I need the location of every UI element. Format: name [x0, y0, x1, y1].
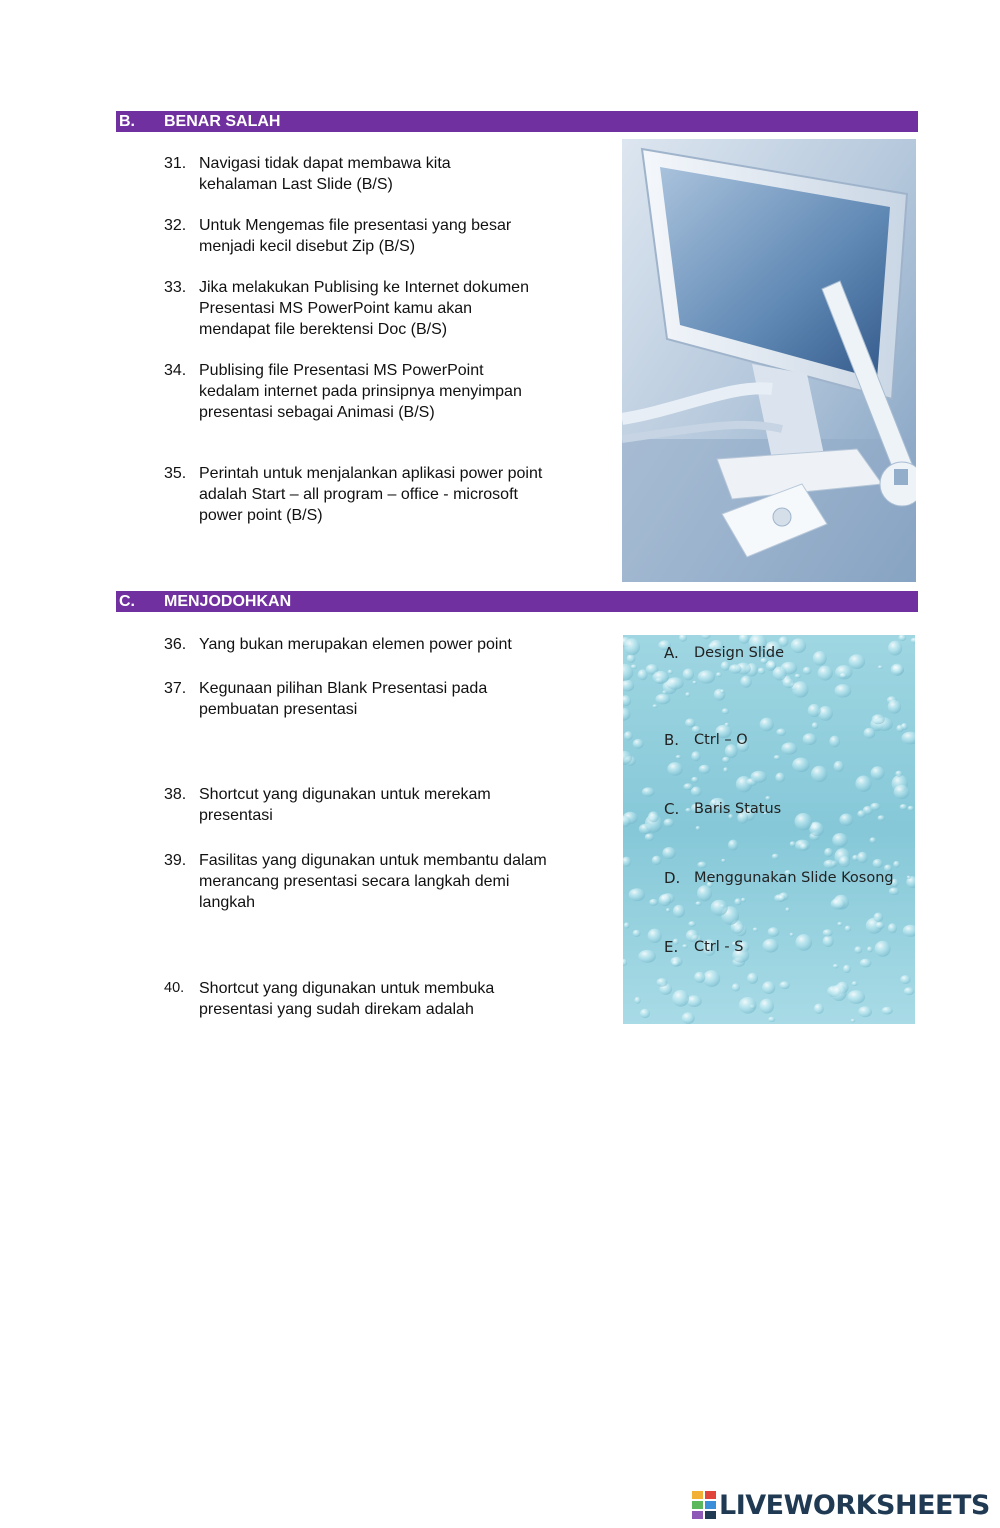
- option-text: Ctrl – O: [694, 732, 748, 748]
- question-31: [164, 153, 564, 195]
- question-number: 34.: [164, 362, 187, 379]
- question-number: 40.: [164, 980, 185, 996]
- question-32: [164, 215, 564, 257]
- option-a: [664, 643, 784, 663]
- option-d: [664, 868, 894, 888]
- brand-name: LIVEWORKSHEETS: [719, 1489, 990, 1521]
- option-c: [664, 799, 781, 819]
- section-c-header: [116, 591, 918, 612]
- question-number: 38.: [164, 786, 187, 803]
- question-text: Navigasi tidak dapat membawa kita kehalaman Last Slide (B/S): [199, 155, 451, 193]
- question-38: [164, 784, 564, 826]
- question-text: Fasilitas yang digunakan untuk membantu dalam merancang presentasi secara langkah demi langkah: [199, 852, 547, 911]
- question-text: Kegunaan pilihan Blank Presentasi pada pembuatan presentasi: [199, 680, 488, 718]
- option-letter: E.: [664, 938, 679, 956]
- option-text: Design Slide: [694, 645, 785, 661]
- question-number: 33.: [164, 279, 187, 296]
- option-text: Baris Status: [694, 801, 782, 817]
- question-number: 36.: [164, 636, 187, 653]
- question-34: [164, 360, 564, 423]
- question-40: [164, 978, 564, 1020]
- question-number: 31.: [164, 155, 187, 172]
- question-number: 37.: [164, 680, 187, 697]
- question-36: [164, 634, 564, 655]
- section-letter: B.: [119, 113, 135, 130]
- question-37: [164, 678, 564, 720]
- liveworksheets-logo[interactable]: [692, 1488, 990, 1522]
- section-b-header: [116, 111, 918, 132]
- question-number: 35.: [164, 465, 187, 482]
- question-text: Publising file Presentasi MS PowerPoint kedalam internet pada prinsipnya menyimpan presentasi sebagai Animasi (B/S): [199, 362, 522, 421]
- question-number: 39.: [164, 852, 187, 869]
- option-letter: C.: [664, 800, 680, 818]
- question-text: Yang bukan merupakan elemen power point: [199, 636, 512, 653]
- option-letter: B.: [664, 731, 680, 749]
- option-e: [664, 937, 743, 957]
- question-text: Shortcut yang digunakan untuk merekam presentasi: [199, 786, 491, 824]
- question-35: [164, 463, 564, 526]
- option-letter: D.: [664, 869, 681, 887]
- question-33: [164, 277, 564, 340]
- section-title: MENJODOHKAN: [164, 593, 292, 610]
- question-text: Perintah untuk menjalankan aplikasi power point adalah Start – all program – office - microsoft power point (B/S): [199, 465, 543, 524]
- option-text: Menggunakan Slide Kosong: [694, 870, 894, 886]
- option-b: [664, 730, 748, 750]
- option-letter: A.: [664, 644, 679, 662]
- logo-mark-icon: [692, 1491, 716, 1519]
- question-text: Jika melakukan Publising ke Internet dokumen Presentasi MS PowerPoint kamu akan mendapat file berektensi Doc (B/S): [199, 279, 529, 338]
- question-number: 32.: [164, 217, 187, 234]
- section-title: BENAR SALAH: [164, 113, 281, 130]
- option-text: Ctrl - S: [694, 939, 744, 955]
- question-39: [164, 850, 564, 913]
- section-letter: C.: [119, 593, 135, 610]
- question-text: Shortcut yang digunakan untuk membuka presentasi yang sudah direkam adalah: [199, 980, 495, 1018]
- question-text: Untuk Mengemas file presentasi yang besar menjadi kecil disebut Zip (B/S): [199, 217, 512, 255]
- options-background: [623, 635, 915, 1024]
- computer-illustration: [622, 139, 916, 582]
